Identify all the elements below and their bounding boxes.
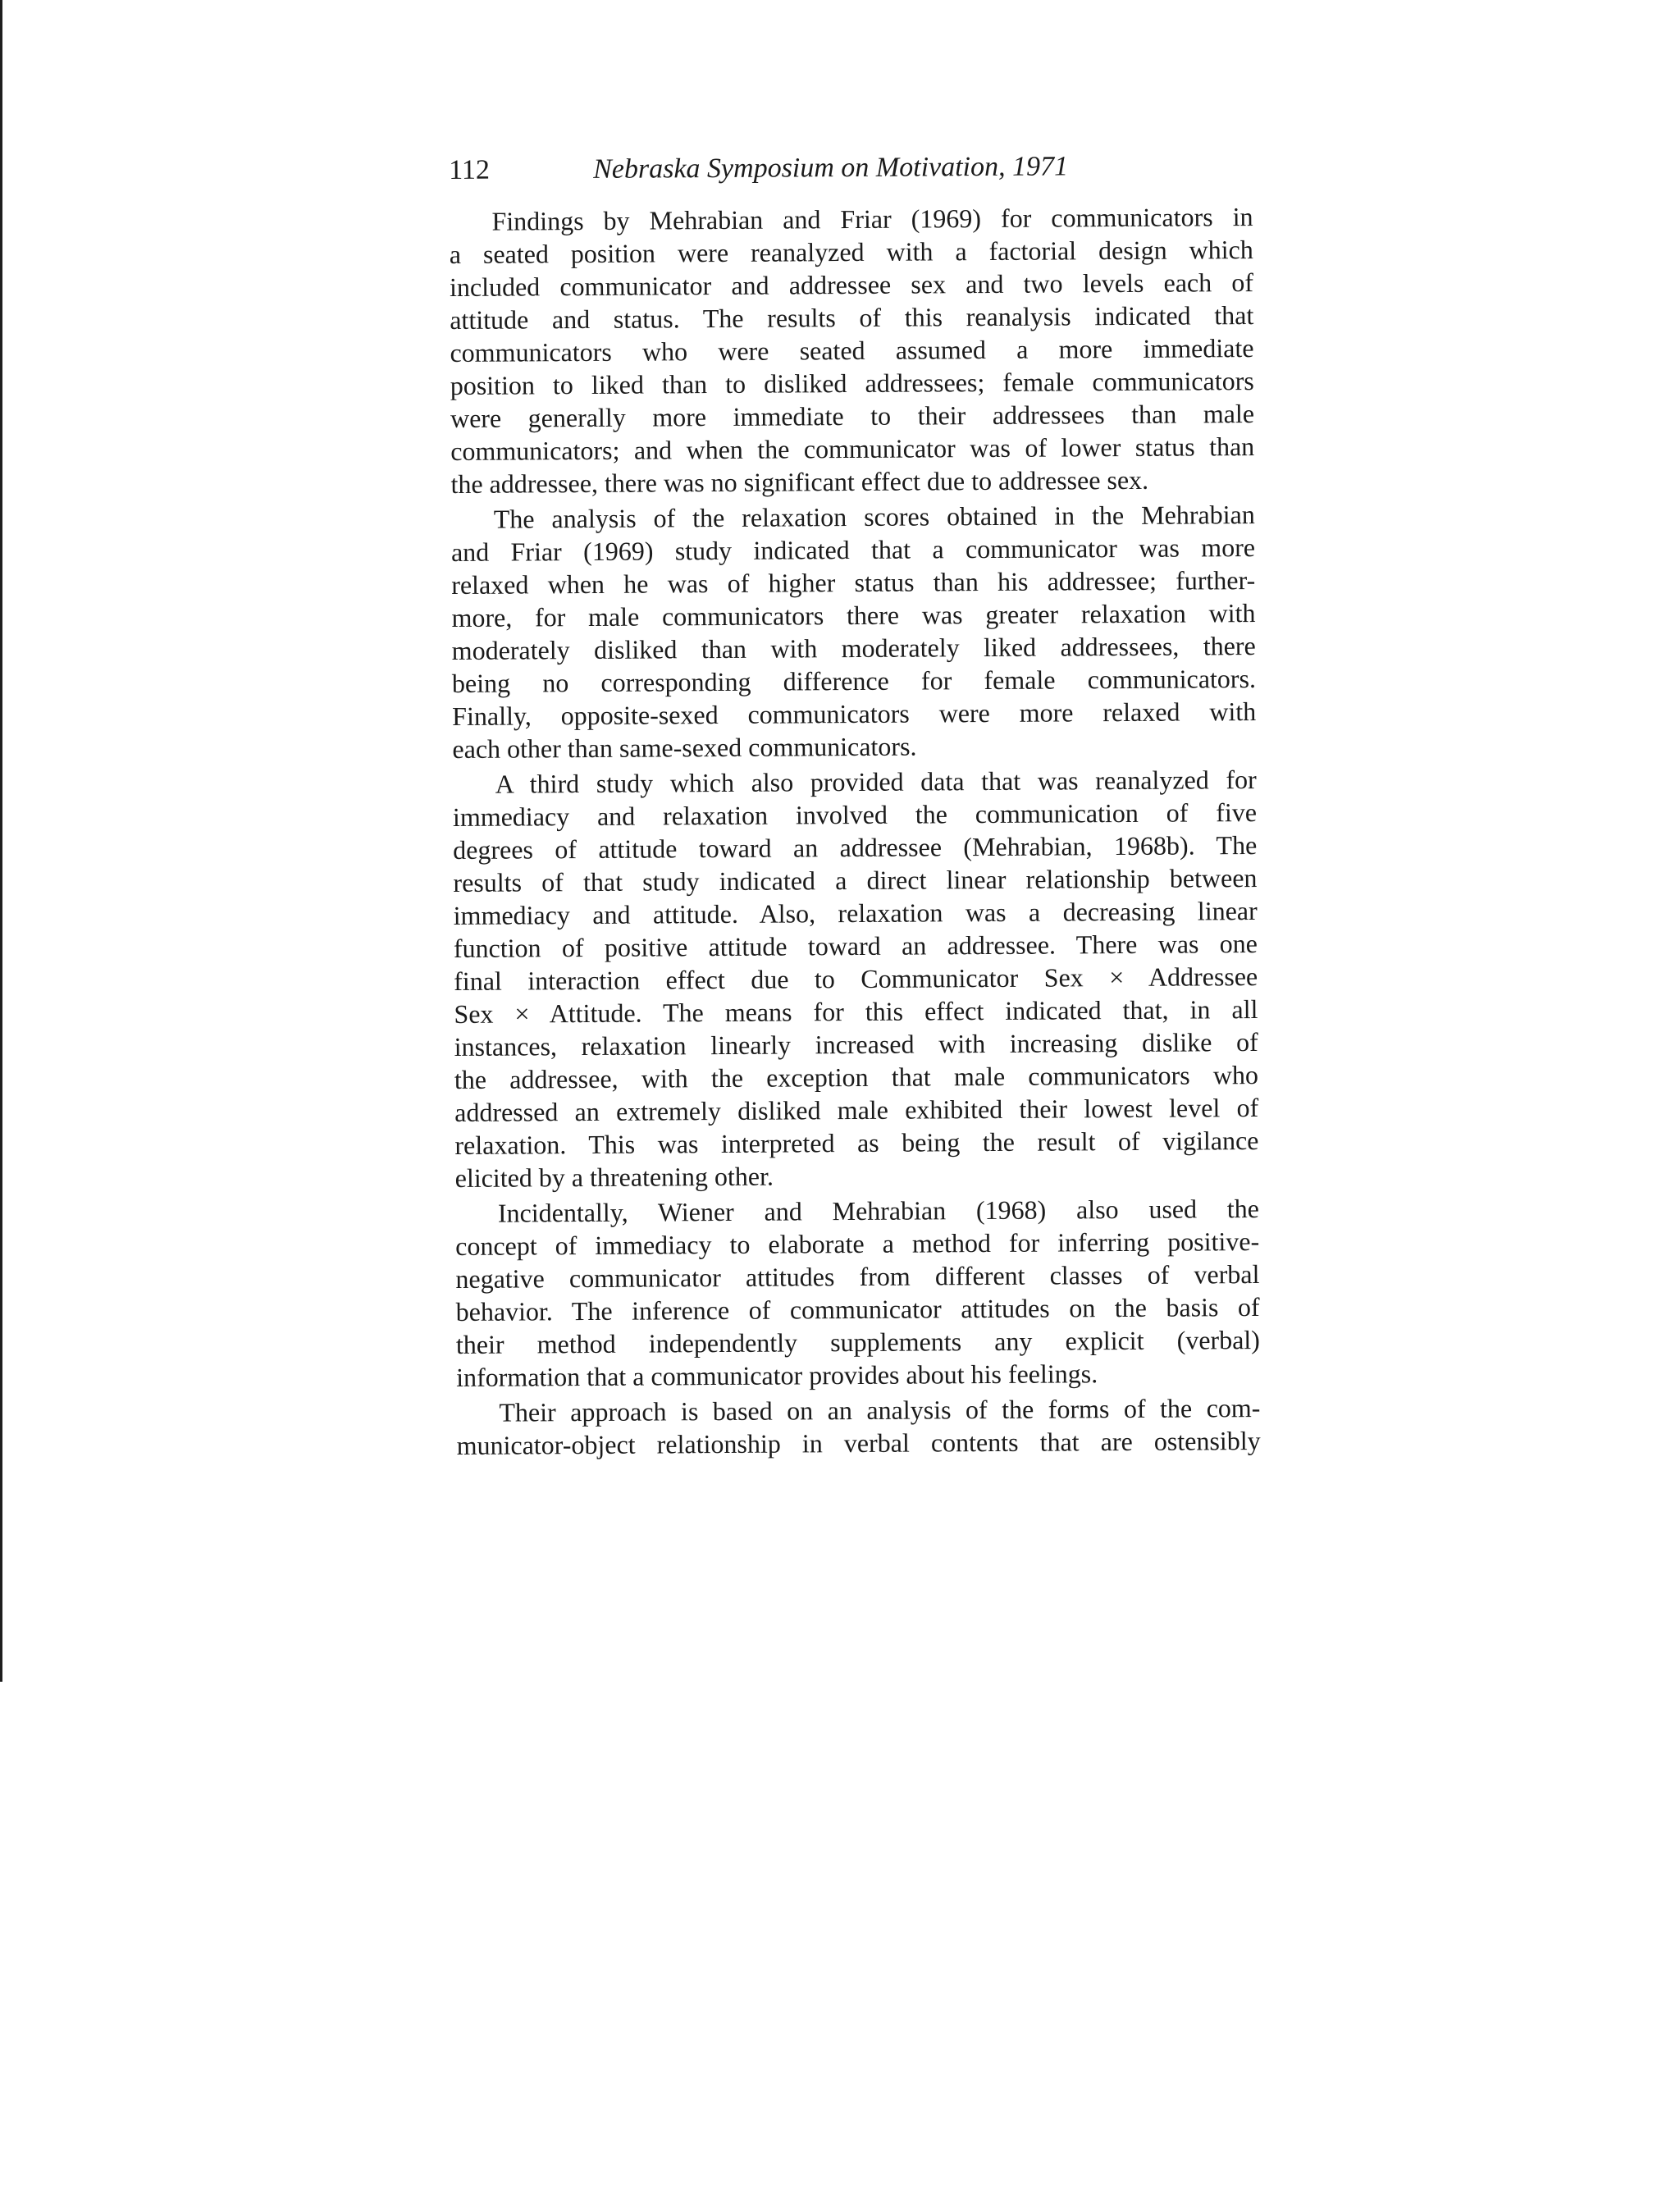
text-line: and Friar (1969) study indicated that a communicator was more — [450, 532, 1256, 567]
text-line: a seated position were reanalyzed with a factorial design which — [449, 235, 1253, 269]
text-line: final interaction effect due to Communicator Sex × Addressee — [454, 961, 1258, 996]
paragraph — [451, 498, 1257, 765]
running-head — [449, 143, 1253, 194]
paragraph — [449, 200, 1254, 500]
text-line: A third study which also provided data that was reanalyzed for — [495, 764, 1257, 799]
text-line: position to liked than to disliked addressees; female communicators — [450, 366, 1254, 400]
text-line: negative communicator attitudes from different classes of verbal — [455, 1258, 1260, 1294]
text-line: the addressee, there was no significant effect due to addressee sex. — [450, 464, 1149, 499]
text-line: attitude and status. The results of this reanalysis indicated that — [450, 300, 1254, 335]
paragraph — [456, 1391, 1260, 1462]
text-line: were generally more immediate to their addressees than male — [450, 399, 1255, 433]
text-line: moderately disliked than with moderately liked addressees, there — [451, 631, 1256, 665]
text-line: Finally, opposite-sexed communicators were more relaxed with — [452, 696, 1257, 731]
text-line: behavior. The inference of communicator attitudes on the basis of — [455, 1291, 1260, 1327]
text-line: results of that study indicated a direct linear relationship between — [453, 862, 1258, 897]
text-line: Their approach is based on an analysis of the forms of the com- — [499, 1392, 1261, 1427]
text-line: The analysis of the relaxation scores obtained in the Mehrabian — [493, 500, 1255, 534]
text-line: their method independently supplements any explicit (verbal) — [455, 1324, 1261, 1359]
running-title: Nebraska Symposium on Motivation, 1971 — [593, 151, 1069, 185]
text-line: degrees of attitude toward an addressee (Mehrabian, 1968b). The — [453, 829, 1258, 865]
text-line: included communicator and addressee sex and two levels each of — [449, 267, 1254, 302]
text-line: information that a communicator provides about his feelings. — [456, 1359, 1098, 1392]
book-page — [449, 143, 1261, 1462]
text-line: immediacy and attitude. Also, relaxation was a decreasing linear — [453, 895, 1258, 930]
text-line: municator-object relationship in verbal contents that are ostensibly — [456, 1425, 1261, 1460]
text-line: communicators; and when the communicator was of lower status than — [450, 432, 1255, 466]
body-text — [449, 200, 1260, 1462]
text-line: communicators who were seated assumed a more immediate — [450, 333, 1254, 368]
paragraph — [455, 1192, 1260, 1394]
text-line: the addressee, with the exception that male communicators who — [454, 1059, 1259, 1094]
text-line: Incidentally, Wiener and Mehrabian (1968) also used the — [497, 1193, 1260, 1228]
page-number: 112 — [449, 154, 491, 185]
text-line: relaxed when he was of higher status than his addressee; further- — [451, 565, 1256, 600]
text-line: Findings by Mehrabian and Friar (1969) for communicators in — [491, 202, 1253, 236]
text-line: instances, relaxation linearly increased with increasing dislike of — [454, 1026, 1258, 1062]
text-line: concept of immediacy to elaborate a method for inferring positive- — [455, 1226, 1260, 1261]
text-line: immediacy and relaxation involved the communication of five — [452, 797, 1258, 832]
scan-border-edge — [0, 0, 2, 1682]
text-line: addressed an extremely disliked male exhibited their lowest level of — [454, 1092, 1259, 1127]
text-line: each other than same-sexed communicators. — [452, 731, 917, 764]
text-line: being no corresponding difference for female communicators. — [451, 664, 1257, 698]
text-line: elicited by a threatening other. — [454, 1161, 774, 1193]
text-line: function of positive attitude toward an addressee. There was one — [453, 928, 1258, 963]
paragraph — [453, 763, 1259, 1194]
text-line: Sex × Attitude. The means for this effect indicated that, in all — [454, 993, 1258, 1029]
text-line: more, for male communicators there was greater relaxation with — [451, 598, 1256, 632]
text-line: relaxation. This was interpreted as being the result of vigilance — [454, 1125, 1259, 1160]
